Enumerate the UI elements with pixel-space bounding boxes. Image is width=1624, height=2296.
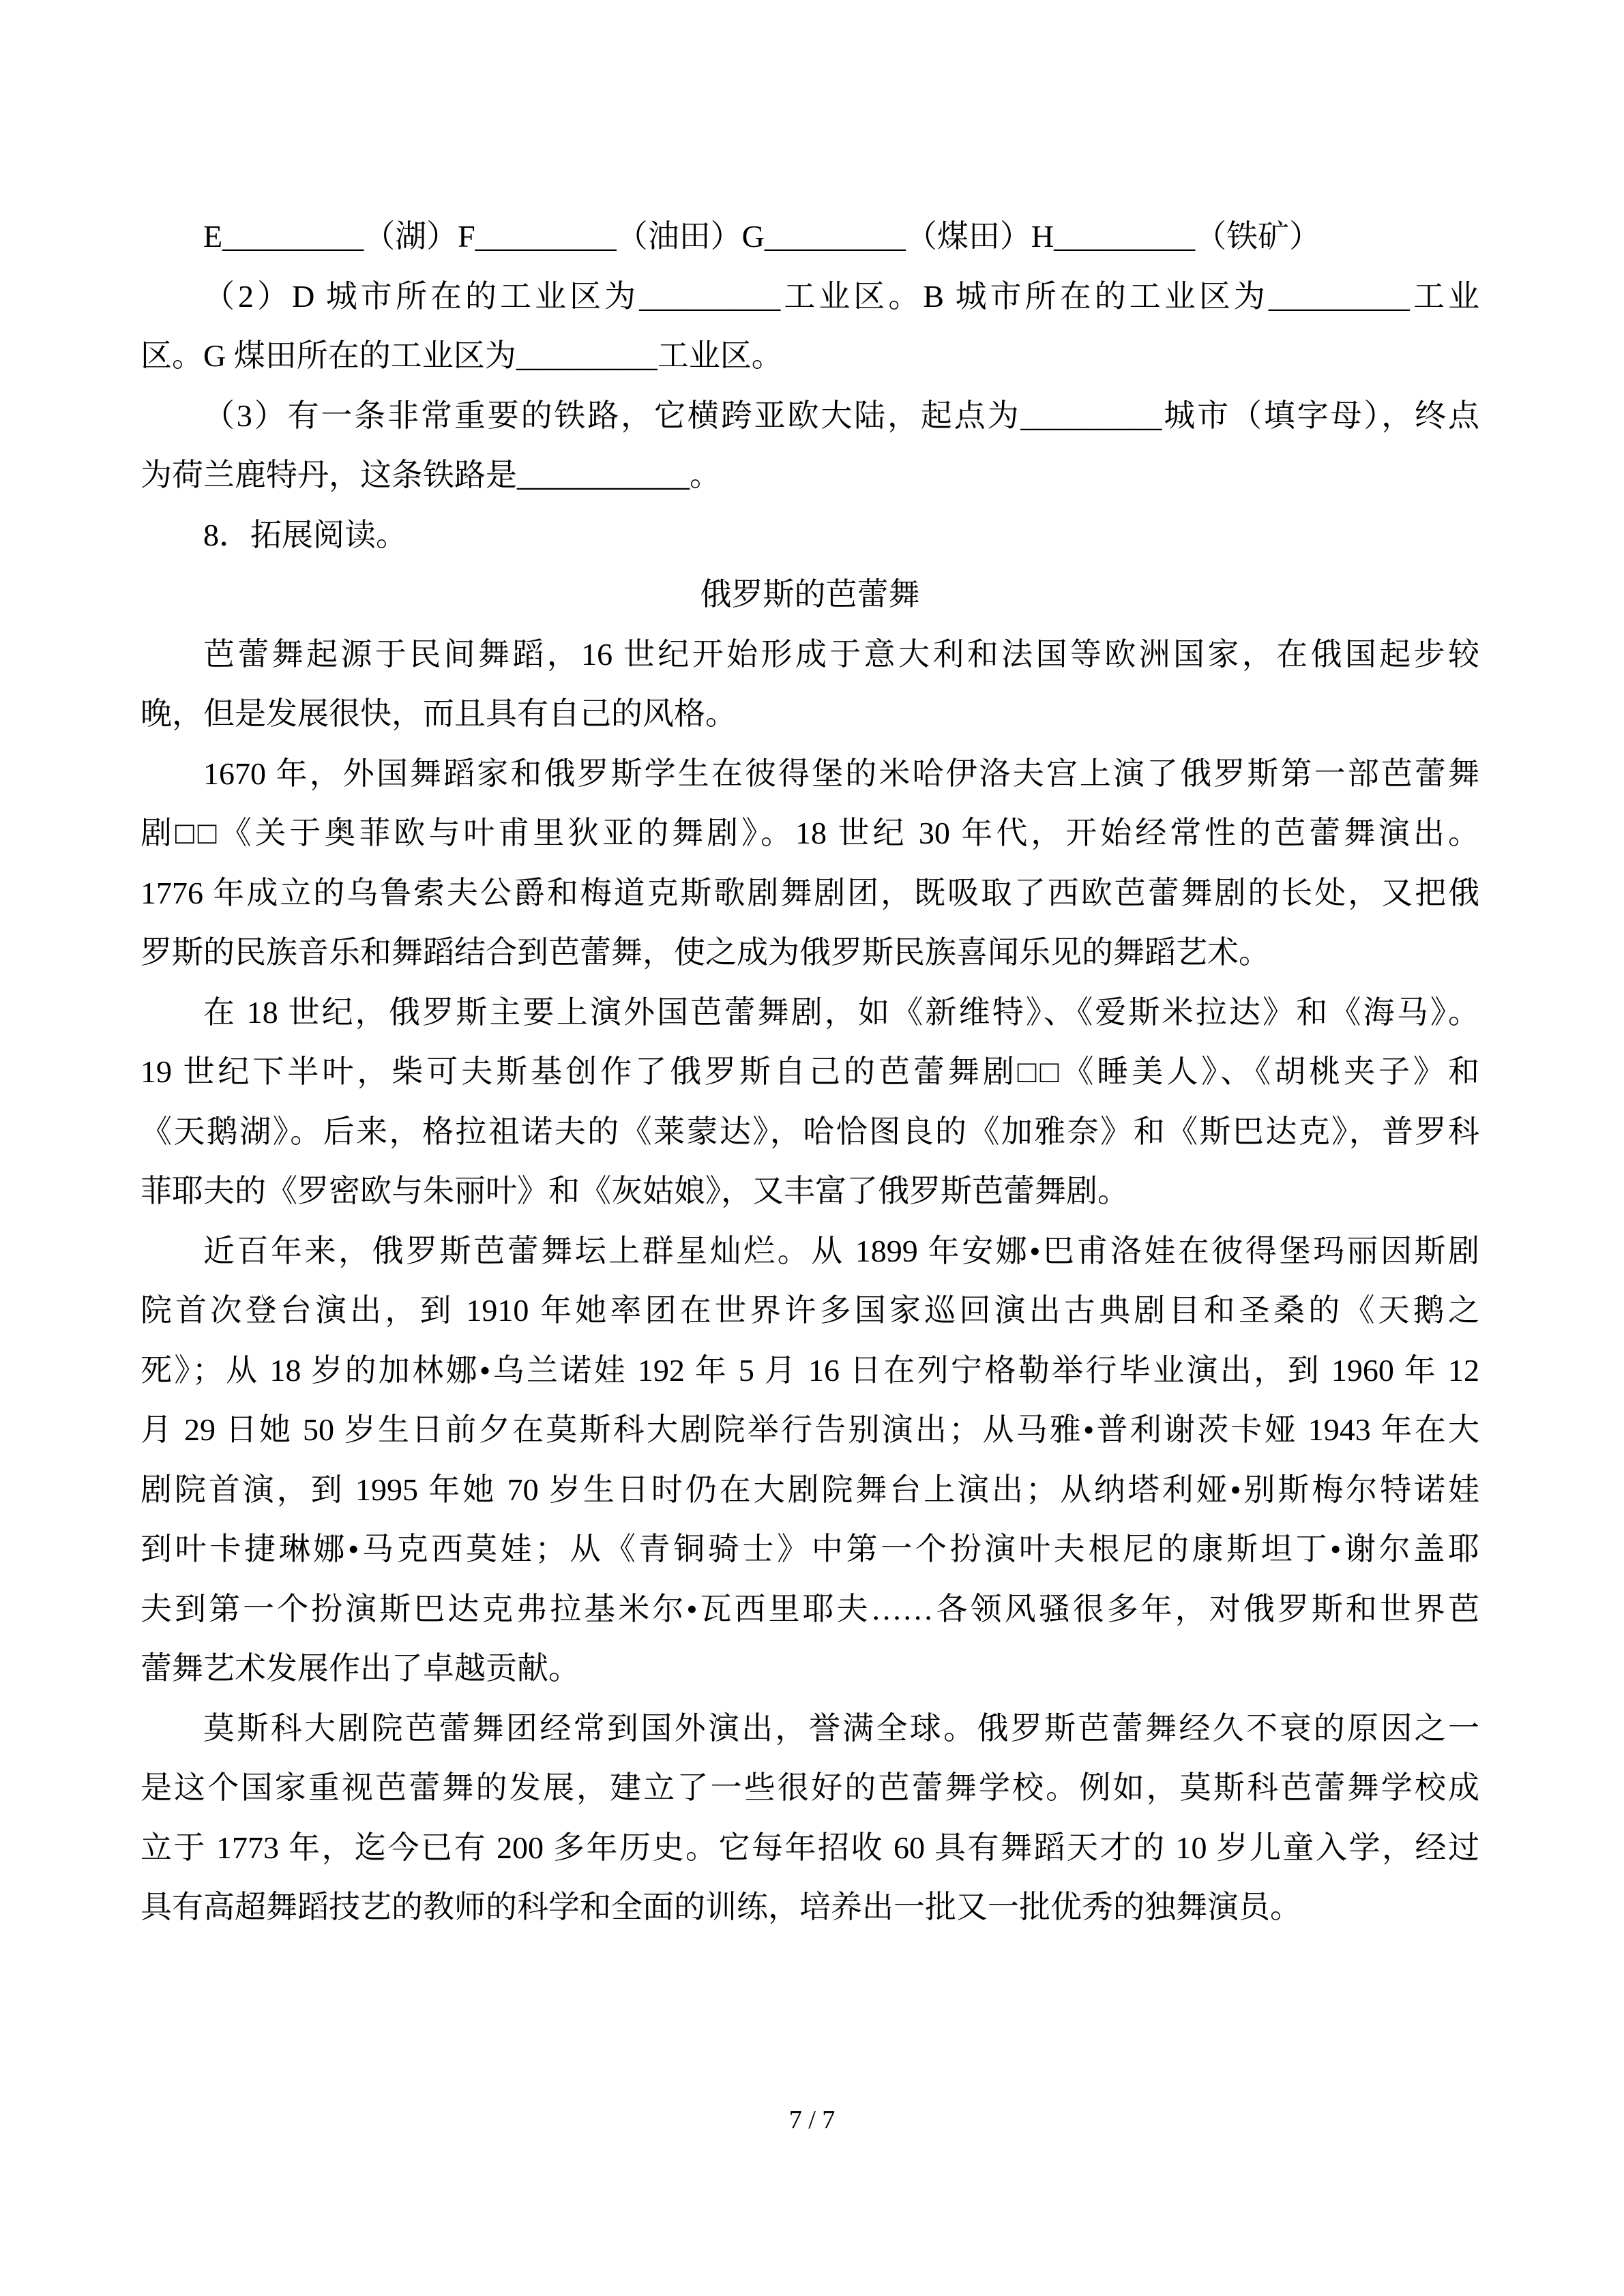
document-line: 立于 1773 年，迄今已有 200 多年历史。它每年招收 60 具有舞蹈天才的 10 岁儿童入学，经过 xyxy=(141,1830,1479,1865)
document-line: 院首次登台演出，到 1910 年她率团在世界许多国家巡回演出古典剧目和圣桑的《天鹅之 xyxy=(141,1293,1479,1328)
document-line: 近百年来，俄罗斯芭蕾舞坛上群星灿烂。从 1899 年安娜•巴甫洛娃在彼得堡玛丽因斯剧 xyxy=(203,1233,1479,1268)
document-line: 为荷兰鹿特丹，这条铁路是___________。 xyxy=(141,458,721,492)
document-line: 在 18 世纪，俄罗斯主要上演外国芭蕾舞剧，如《新维特》、《爱斯米拉达》和《海马》。 xyxy=(203,994,1479,1030)
document-line: 死》；从 18 岁的加林娜•乌兰诺娃 192 年 5 月 16 日在列宁格勒举行毕业演出，到 1960 年 12 xyxy=(141,1352,1479,1388)
document-line: 1670 年，外国舞蹈家和俄罗斯学生在彼得堡的米哈伊洛夫宫上演了俄罗斯第一部芭蕾舞 xyxy=(203,756,1479,791)
document-line: （2）D 城市所在的工业区为_________工业区。B 城市所在的工业区为_________工业 xyxy=(203,278,1479,314)
document-line: 俄罗斯的芭蕾舞 xyxy=(700,577,920,612)
document-line: 19 世纪下半叶，柴可夫斯基创作了俄罗斯自己的芭蕾舞剧□□《睡美人》、《胡桃夹子》和 xyxy=(141,1054,1479,1089)
document-line: 具有高超舞蹈技艺的教师的科学和全面的训练，培养出一批又一批优秀的独舞演员。 xyxy=(141,1890,1301,1924)
document-line: 剧院首演，到 1995 年她 70 岁生日时仍在大剧院舞台上演出；从纳塔利娅•别斯梅尔特诺娃 xyxy=(141,1472,1479,1507)
document-line: 1776 年成立的乌鲁索夫公爵和梅道克斯歌剧舞剧团，既吸取了西欧芭蕾舞剧的长处，又把俄 xyxy=(141,875,1479,910)
document-line: （3）有一条非常重要的铁路，它横跨亚欧大陆，起点为_________城市（填字母），终点 xyxy=(203,398,1479,433)
document-line: 区。G 煤田所在的工业区为_________工业区。 xyxy=(141,338,783,373)
document-line: 月 29 日她 50 岁生日前夕在莫斯科大剧院举行告别演出；从马雅•普利谢茨卡娅 1943 年在大 xyxy=(141,1412,1479,1447)
document-line: 夫到第一个扮演斯巴达克弗拉基米尔•瓦西里耶夫……各领风骚很多年，对俄罗斯和世界芭 xyxy=(141,1591,1479,1626)
document-line: 剧□□《关于奥菲欧与叶甫里狄亚的舞剧》。18 世纪 30 年代，开始经常性的芭蕾舞演出。 xyxy=(141,816,1479,850)
page-number: 7 / 7 xyxy=(788,2106,836,2134)
document-line: 是这个国家重视芭蕾舞的发展，建立了一些很好的芭蕾舞学校。例如，莫斯科芭蕾舞学校成 xyxy=(141,1770,1479,1805)
document-line: 《天鹅湖》。后来，格拉祖诺夫的《莱蒙达》，哈恰图良的《加雅奈》和《斯巴达克》，普罗科 xyxy=(141,1114,1479,1149)
document-line: 到叶卡捷琳娜•马克西莫娃；从《青铜骑士》中第一个扮演叶夫根尼的康斯坦丁•谢尔盖耶 xyxy=(141,1532,1479,1566)
document-line: 莫斯科大剧院芭蕾舞团经常到国外演出，誉满全球。俄罗斯芭蕾舞经久不衰的原因之一 xyxy=(203,1710,1479,1746)
document-line: 菲耶夫的《罗密欧与朱丽叶》和《灰姑娘》，又丰富了俄罗斯芭蕾舞剧。 xyxy=(141,1174,1129,1208)
document-line: 8．拓展阅读。 xyxy=(203,517,407,552)
document-line: E_________（湖）F_________（油田）G_________（煤田）H_________（铁矿） xyxy=(203,219,1321,254)
document-line: 芭蕾舞起源于民间舞蹈，16 世纪开始形成于意大利和法国等欧洲国家，在俄国起步较 xyxy=(203,636,1479,672)
document-line: 罗斯的民族音乐和舞蹈结合到芭蕾舞，使之成为俄罗斯民族喜闻乐见的舞蹈艺术。 xyxy=(141,935,1270,970)
document-body xyxy=(141,207,1479,1937)
document-line: 晚，但是发展很快，而且具有自己的风格。 xyxy=(141,696,737,731)
document-line: 蕾舞艺术发展作出了卓越贡献。 xyxy=(141,1651,580,1686)
